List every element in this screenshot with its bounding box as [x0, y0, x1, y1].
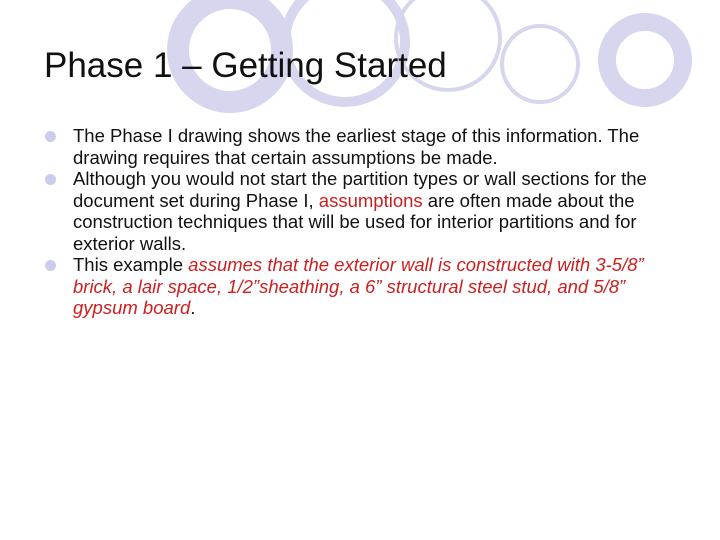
- circle-bullet-icon: [45, 260, 56, 271]
- slide-title: Phase 1 – Getting Started: [44, 46, 447, 85]
- bullet-1-text: The Phase I drawing shows the earliest stage of this information. The drawing requires that certain assumptions be made.: [73, 125, 640, 168]
- bullet-item-1: [45, 125, 685, 168]
- circle-bullet-icon: [45, 174, 56, 185]
- bullet-item-2: [45, 168, 685, 254]
- bullet-2-text-after: are often made about the construction techniques that will be used for interior partitions and for exterior walls.: [73, 189, 637, 254]
- deco-circle-5: [607, 22, 683, 98]
- bullet-3-text-before: This example: [73, 254, 189, 275]
- bullet-3-highlight: assumes that the exterior wall is constructed with 3-5/8” brick, a lair space, 1/2”sheathing, a 6” structural steel stud, and 5/8” gypsum board: [73, 254, 644, 318]
- bullet-2-highlight: assumptions: [318, 189, 423, 211]
- circle-bullet-icon: [45, 131, 56, 142]
- bullet-item-3: [45, 254, 685, 319]
- bullet-3-text-after: .: [190, 297, 196, 318]
- bullet-list: [45, 125, 685, 319]
- deco-circle-4: [502, 26, 578, 102]
- bullet-2-text-before: Although you would not start the partition types or wall sections for the document set during Phase I,: [73, 168, 647, 211]
